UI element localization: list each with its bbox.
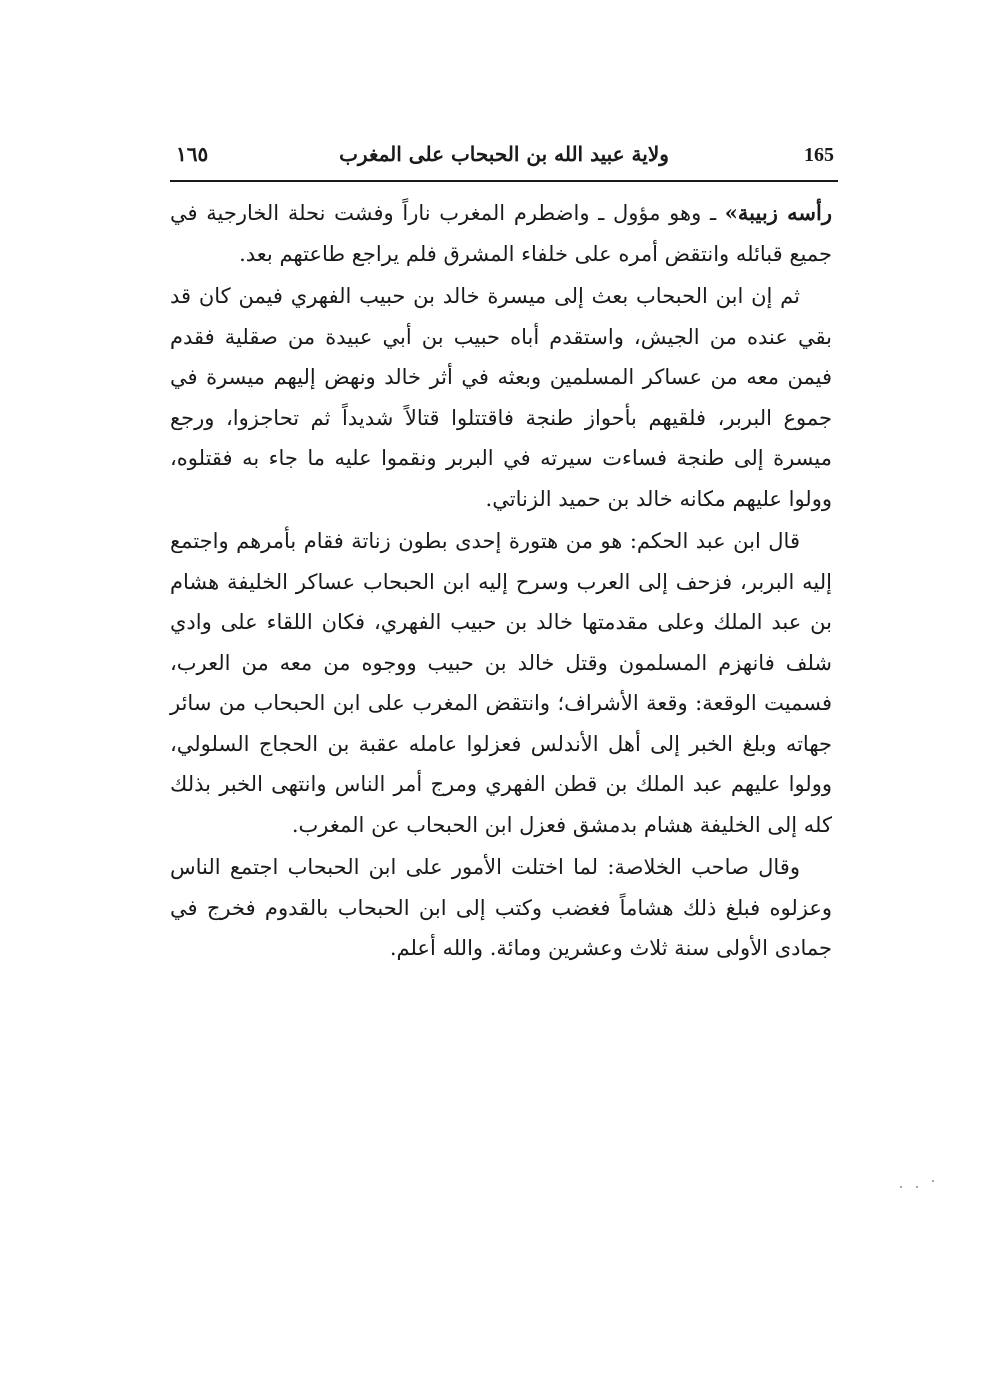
page-number-arabic: ١٦٥ bbox=[176, 142, 209, 166]
paragraph-4: وقال صاحب الخلاصة: لما اختلت الأمور على ابن الحبحاب اجتمع الناس وعزلوه فبلغ ذلك هشاماً فغضب وكتب إلى ابن الحبحاب بالقدوم فخرج في جمادى الأولى سنة ثلاث وعشرين ومائة. والله أعلم. bbox=[170, 855, 832, 960]
page-header bbox=[170, 140, 838, 178]
paragraph-1 bbox=[170, 193, 832, 274]
page-number-latin: 165 bbox=[804, 144, 834, 166]
scan-speck bbox=[900, 1186, 902, 1188]
paragraph-3: قال ابن عبد الحكم: هو من هتورة إحدى بطون زناتة فقام بأمرهم واجتمع إليه البربر، فزحف إلى العرب وسرح إليه ابن الحبحاب عساكر الخليفة هشام بن عبد الملك وعلى مقدمتها خالد بن حبيب الفهري، فكان اللقاء على وادي شلف فانهزم المسلمون وقتل خالد بن حبيب ووجوه من معه من العرب، فسميت الوقعة: وقعة الأشراف؛ وانتقض المغرب على ابن الحبحاب من سائر جهاته وبلغ الخبر إلى أهل الأندلس فعزلوا عامله عقبة بن الحجاج السلولي، وولوا عليهم عبد الملك بن قطن الفهري ومرج أمر الناس وانتهى الخبر بذلك كله إلى الخليفة هشام بدمشق فعزل ابن الحبحاب عن المغرب. bbox=[170, 529, 832, 837]
paragraph-2: ثم إن ابن الحبحاب بعث إلى ميسرة خالد بن حبيب الفهري فيمن كان قد بقي عنده من الجيش، واستقدم أباه حبيب بن أبي عبيدة من صقلية فقدم فيمن معه من عساكر المسلمين وبعثه في أثر خالد ونهض إليهم ميسرة في جموع البربر، فلقيهم بأحواز طنجة فاقتتلوا قتالاً شديداً ثم تحاجزوا، ورجع ميسرة إلى طنجة فساءت سيرته في البربر ونقموا عليه ما جاء به فقتلوه، وولوا عليهم مكانه خالد بن حميد الزناتي. bbox=[170, 284, 832, 511]
running-title: ولاية عبيد الله بن الحبحاب على المغرب bbox=[339, 142, 669, 166]
scan-speck bbox=[932, 1180, 934, 1182]
paragraph-1-rest: ـ وهو مؤول ـ واضطرم المغرب ناراً وفشت نحلة الخارجية في جميع قبائله وانتقض أمره على خلفاء المشرق فلم يراجع طاعتهم بعد. bbox=[170, 201, 832, 266]
body-text bbox=[170, 193, 832, 971]
scan-speck bbox=[916, 1186, 918, 1188]
paragraph-1-lead: رأسه زبيبة» bbox=[724, 200, 832, 225]
header-rule bbox=[170, 180, 838, 182]
